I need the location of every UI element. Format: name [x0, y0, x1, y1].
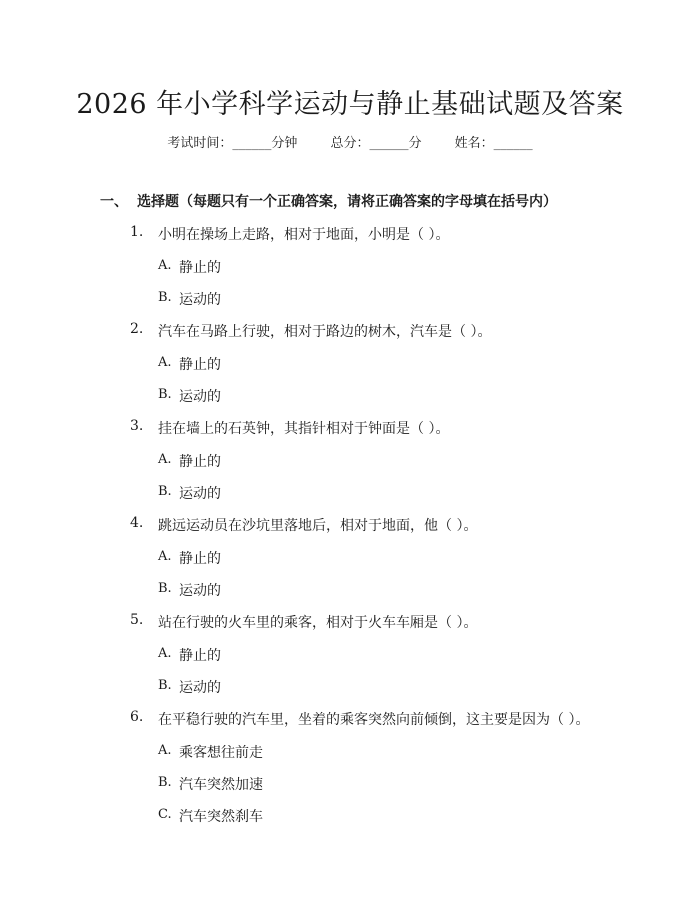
- time-unit: 分钟: [271, 136, 298, 151]
- question-number: 2.: [130, 321, 144, 337]
- question-text: 在平稳行驶的汽车里，坐着的乘客突然向前倾倒，这主要是因为（ ）。: [158, 712, 590, 728]
- option-text: 运动的: [179, 680, 221, 696]
- option-item: [0, 386, 700, 418]
- option-text: 运动的: [179, 583, 221, 599]
- option-item: [0, 677, 700, 709]
- option-letter: B.: [158, 290, 172, 305]
- option-text: 汽车突然加速: [179, 777, 263, 793]
- option-letter: A.: [158, 646, 172, 661]
- option-text: 静止的: [179, 551, 221, 567]
- option-letter: B.: [158, 581, 172, 596]
- option-letter: B.: [158, 775, 172, 790]
- option-item: [0, 580, 700, 612]
- option-text: 运动的: [179, 292, 221, 308]
- option-letter: A.: [158, 452, 172, 467]
- question-text: 站在行驶的火车里的乘客，相对于火车车厢是（ ）。: [158, 615, 478, 631]
- option-item: [0, 354, 700, 386]
- question-number: 1.: [130, 224, 144, 240]
- option-item: [0, 806, 700, 838]
- option-text: 静止的: [179, 260, 221, 276]
- option-text: 乘客想往前走: [179, 745, 263, 761]
- option-letter: A.: [158, 355, 172, 370]
- option-letter: B.: [158, 484, 172, 499]
- option-item: [0, 289, 700, 321]
- option-letter: B.: [158, 387, 172, 402]
- exam-meta: [0, 132, 700, 151]
- option-text: 静止的: [179, 454, 221, 470]
- time-blank: ______: [232, 136, 272, 151]
- score-blank: ______: [369, 136, 409, 151]
- option-letter: A.: [158, 258, 172, 273]
- section-title: 选择题（每题只有一个正确答案，请将正确答案的字母填在括号内）: [137, 194, 557, 210]
- option-item: [0, 451, 700, 483]
- score-label: 总分：: [330, 136, 370, 151]
- option-text: 静止的: [179, 648, 221, 664]
- question-6: [0, 709, 700, 742]
- question-text: 汽车在马路上行驶，相对于路边的树木，汽车是（ ）。: [158, 324, 492, 340]
- name-label: 姓名：: [454, 136, 494, 151]
- question-text: 挂在墙上的石英钟，其指针相对于钟面是（ ）。: [158, 421, 450, 437]
- option-item: [0, 645, 700, 677]
- question-3: [0, 418, 700, 451]
- option-letter: B.: [158, 678, 172, 693]
- option-text: 运动的: [179, 389, 221, 405]
- option-item: [0, 257, 700, 289]
- question-text: 小明在操场上走路，相对于地面，小明是（ ）。: [158, 227, 450, 243]
- question-4: [0, 515, 700, 548]
- question-list: [0, 224, 700, 838]
- name-blank: ______: [493, 136, 533, 151]
- option-letter: A.: [158, 743, 172, 758]
- option-item: [0, 774, 700, 806]
- page-title: 2026 年小学科学运动与静止基础试题及答案: [76, 89, 624, 120]
- section-number: 一、: [100, 194, 128, 210]
- time-label: 考试时间：: [167, 136, 233, 151]
- option-item: [0, 483, 700, 515]
- score-unit: 分: [408, 136, 422, 151]
- option-text: 运动的: [179, 486, 221, 502]
- option-item: [0, 742, 700, 774]
- question-1: [0, 224, 700, 257]
- section-heading: [100, 191, 557, 211]
- question-2: [0, 321, 700, 354]
- question-number: 6.: [130, 709, 144, 725]
- question-number: 5.: [130, 612, 144, 628]
- option-text: 汽车突然刹车: [179, 809, 263, 825]
- option-letter: C.: [158, 807, 172, 822]
- question-text: 跳远运动员在沙坑里落地后，相对于地面，他（ ）。: [158, 518, 478, 534]
- option-item: [0, 548, 700, 580]
- question-5: [0, 612, 700, 645]
- question-number: 3.: [130, 418, 144, 434]
- option-text: 静止的: [179, 357, 221, 373]
- question-number: 4.: [130, 515, 144, 531]
- option-letter: A.: [158, 549, 172, 564]
